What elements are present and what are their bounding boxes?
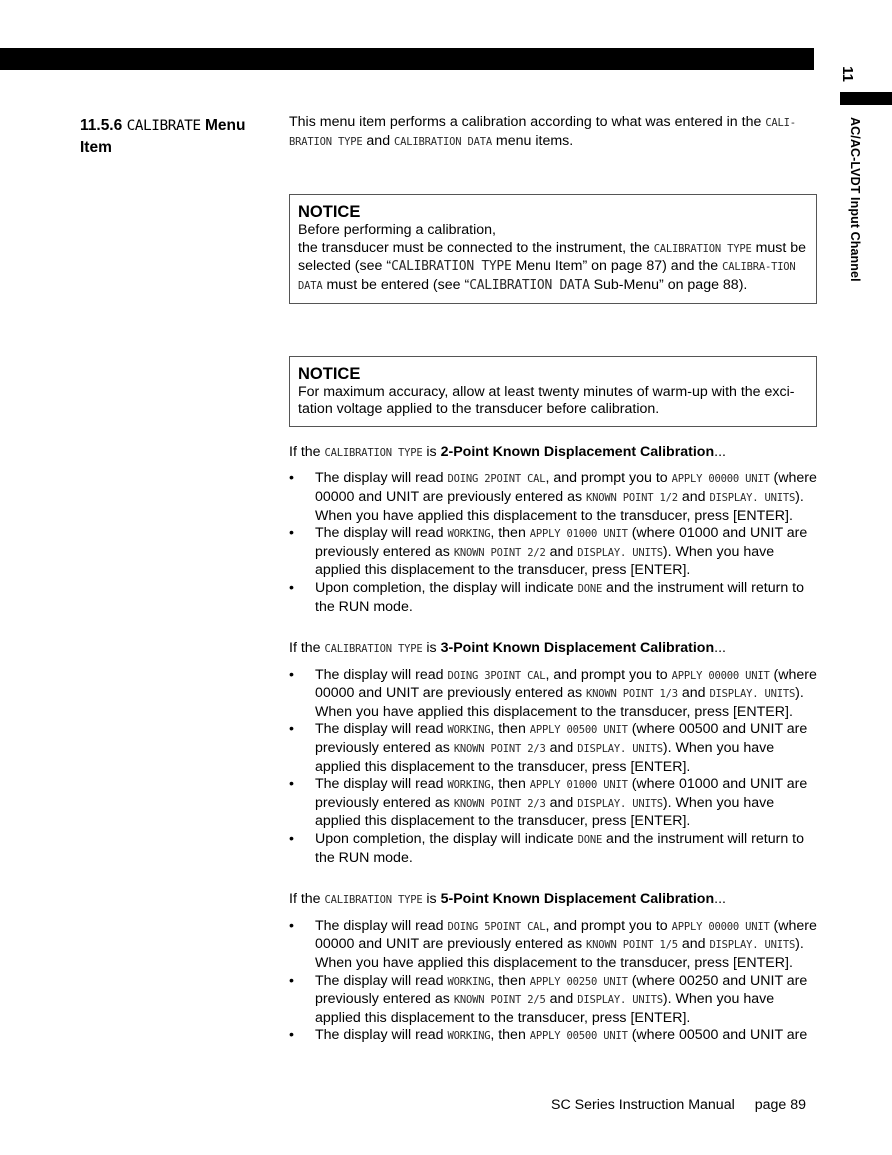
list-item: • The display will read WORKING, then APPLY 01000 UNIT (where 01000 and UNIT are previously entered as KNOWN POINT 2/3 and DISPLAY. UNITS). When you have applied this displacement to the transducer, press [ENTER]. bbox=[289, 776, 817, 831]
section-heading bbox=[80, 115, 270, 158]
list-item: • The display will read WORKING, then APPLY 00250 UNIT (where 00250 and UNIT are previously entered as KNOWN POINT 2/5 and DISPLAY. UNITS). When you have applied this displacement to the transducer, press [ENTER]. bbox=[289, 973, 817, 1028]
notice-title: NOTICE bbox=[298, 203, 361, 222]
notice-title: NOTICE bbox=[298, 364, 361, 383]
calibration-case-lead: If the CALIBRATION TYPE is 5-Point Known Displacement Calibration... bbox=[289, 891, 726, 908]
calibration-steps bbox=[289, 918, 817, 1046]
section-title-rest: Menu Item bbox=[80, 117, 246, 156]
calibration-steps bbox=[289, 470, 817, 616]
notice-box bbox=[289, 356, 817, 427]
list-item: • The display will read DOING 3POINT CAL, and prompt you to APPLY 00000 UNIT (where 00000 and UNIT are previously entered as KNOWN POINT 1/3 and DISPLAY. UNITS). When you have applied this displacement to the transducer, press [ENTER]. bbox=[289, 667, 817, 722]
intro-paragraph: This menu item performs a calibration according to what was entered in the CALI-BRATION TYPE and CALIBRATION DATA menu items. bbox=[289, 114, 796, 149]
page-footer bbox=[551, 1097, 806, 1113]
notice-text: Before performing a calibration, the transducer must be connected to the instrument, the CALIBRATION TYPE must be selected (see “CALIBRATION TYPE Menu Item” on page 87) and the CALIBRA-TION DATA must be entered (see “CALIBRATION DATA Sub-Menu” on page 88). bbox=[298, 222, 807, 293]
list-item: • The display will read DOING 5POINT CAL, and prompt you to APPLY 00000 UNIT (where 00000 and UNIT are previously entered as KNOWN POINT 1/5 and DISPLAY. UNITS). When you have applied this displacement to the transducer, press [ENTER]. bbox=[289, 918, 817, 973]
calibration-steps bbox=[289, 667, 817, 868]
list-item: • The display will read WORKING, then APPLY 00500 UNIT (where 00500 and UNIT are bbox=[289, 1027, 817, 1046]
chapter-number: 11 bbox=[839, 66, 857, 82]
list-item: • Upon completion, the display will indicate DONE and the instrument will return to the RUN mode. bbox=[289, 831, 817, 867]
chapter-side-title: AC/AC-LVDT Input Channel bbox=[848, 117, 862, 282]
notice-box bbox=[289, 194, 817, 303]
header-bar bbox=[0, 48, 814, 70]
section-title-code: CALIBRATE bbox=[126, 118, 201, 134]
section-number: 11.5.6 bbox=[80, 117, 123, 134]
list-item: • The display will read WORKING, then APPLY 01000 UNIT (where 01000 and UNIT are previously entered as KNOWN POINT 2/2 and DISPLAY. UNITS). When you have applied this displacement to the transducer, press [ENTER]. bbox=[289, 525, 817, 580]
footer-manual-title: SC Series Instruction Manual bbox=[551, 1097, 735, 1113]
list-item: • The display will read WORKING, then APPLY 00500 UNIT (where 00500 and UNIT are previously entered as KNOWN POINT 2/3 and DISPLAY. UNITS). When you have applied this displacement to the transducer, press [ENTER]. bbox=[289, 721, 817, 776]
calibration-case-lead: If the CALIBRATION TYPE is 2-Point Known Displacement Calibration... bbox=[289, 443, 726, 460]
list-item: • Upon completion, the display will indicate DONE and the instrument will return to the RUN mode. bbox=[289, 580, 817, 616]
main-content bbox=[289, 114, 817, 1046]
notice-text: For maximum accuracy, allow at least twenty minutes of warm-up with the exci-tation voltage applied to the transducer before calibration. bbox=[298, 383, 795, 418]
list-item: • The display will read DOING 2POINT CAL, and prompt you to APPLY 00000 UNIT (where 00000 and UNIT are previously entered as KNOWN POINT 1/2 and DISPLAY. UNITS). When you have applied this displacement to the transducer, press [ENTER]. bbox=[289, 470, 817, 525]
footer-page-number: page 89 bbox=[754, 1097, 807, 1113]
calibration-case-lead: If the CALIBRATION TYPE is 3-Point Known Displacement Calibration... bbox=[289, 640, 726, 657]
chapter-tab-bar bbox=[840, 92, 892, 105]
